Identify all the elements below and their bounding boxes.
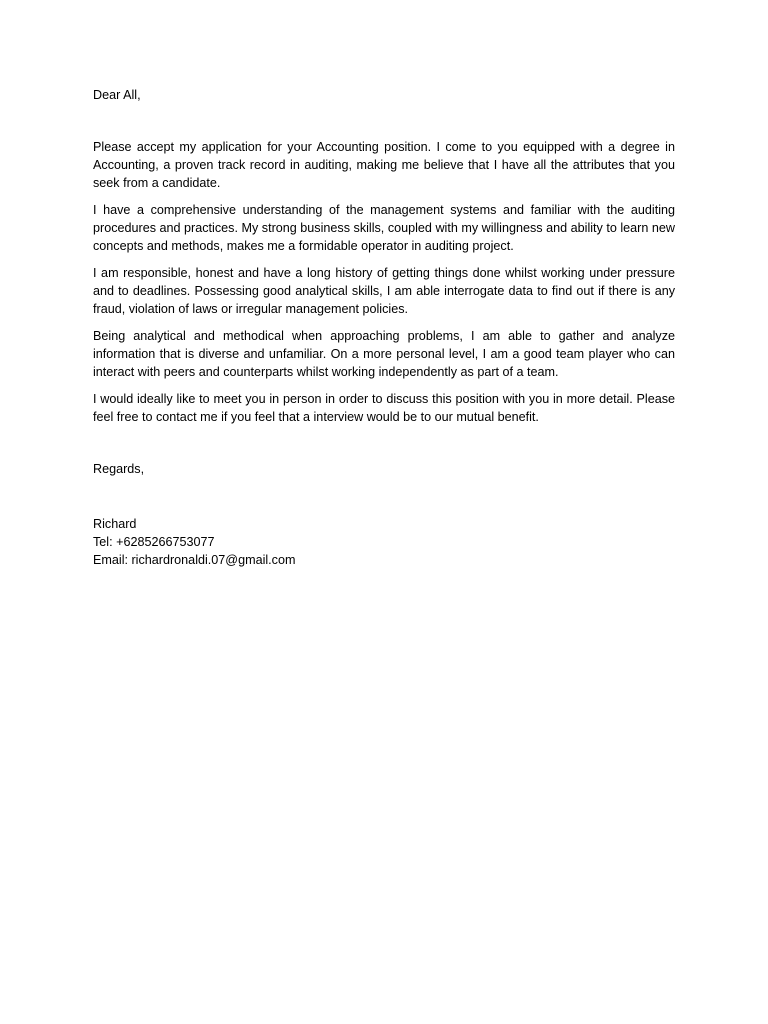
signature-block <box>93 515 675 569</box>
letter-paragraph-3: I am responsible, honest and have a long history of getting things done whilst working under pressure and to deadlines. Possessing good analytical skills, I am able interrogate data to find out if there is any fraud, violation of laws or irregular management policies. <box>93 266 675 316</box>
letter-paragraph-4: Being analytical and methodical when approaching problems, I am able to gather and analyze information that is diverse and unfamiliar. On a more personal level, I am a good team player who can interact with peers and counterparts whilst working independently as part of a team. <box>93 329 675 379</box>
signature-phone: Tel: +6285266753077 <box>93 535 215 549</box>
letter-closing: Regards, <box>93 462 145 476</box>
letter-paragraph-5: I would ideally like to meet you in person in order to discuss this position with you in more detail. Please feel free to contact me if you feel that a interview would be to our mutual benefit. <box>93 392 675 424</box>
letter-paragraph-1: Please accept my application for your Accounting position. I come to you equipped with a degree in Accounting, a proven track record in auditing, making me believe that I have all the attributes that you seek from a candidate. <box>93 140 675 190</box>
signature-name: Richard <box>93 517 137 531</box>
letter-salutation: Dear All, <box>93 88 141 102</box>
signature-email: Email: richardronaldi.07@gmail.com <box>93 553 296 567</box>
letter-paragraph-2: I have a comprehensive understanding of the management systems and familiar with the auditing procedures and practices. My strong business skills, coupled with my willingness and ability to learn new concepts and methods, makes me a formidable operator in auditing project. <box>93 203 675 253</box>
cover-letter <box>93 86 675 569</box>
